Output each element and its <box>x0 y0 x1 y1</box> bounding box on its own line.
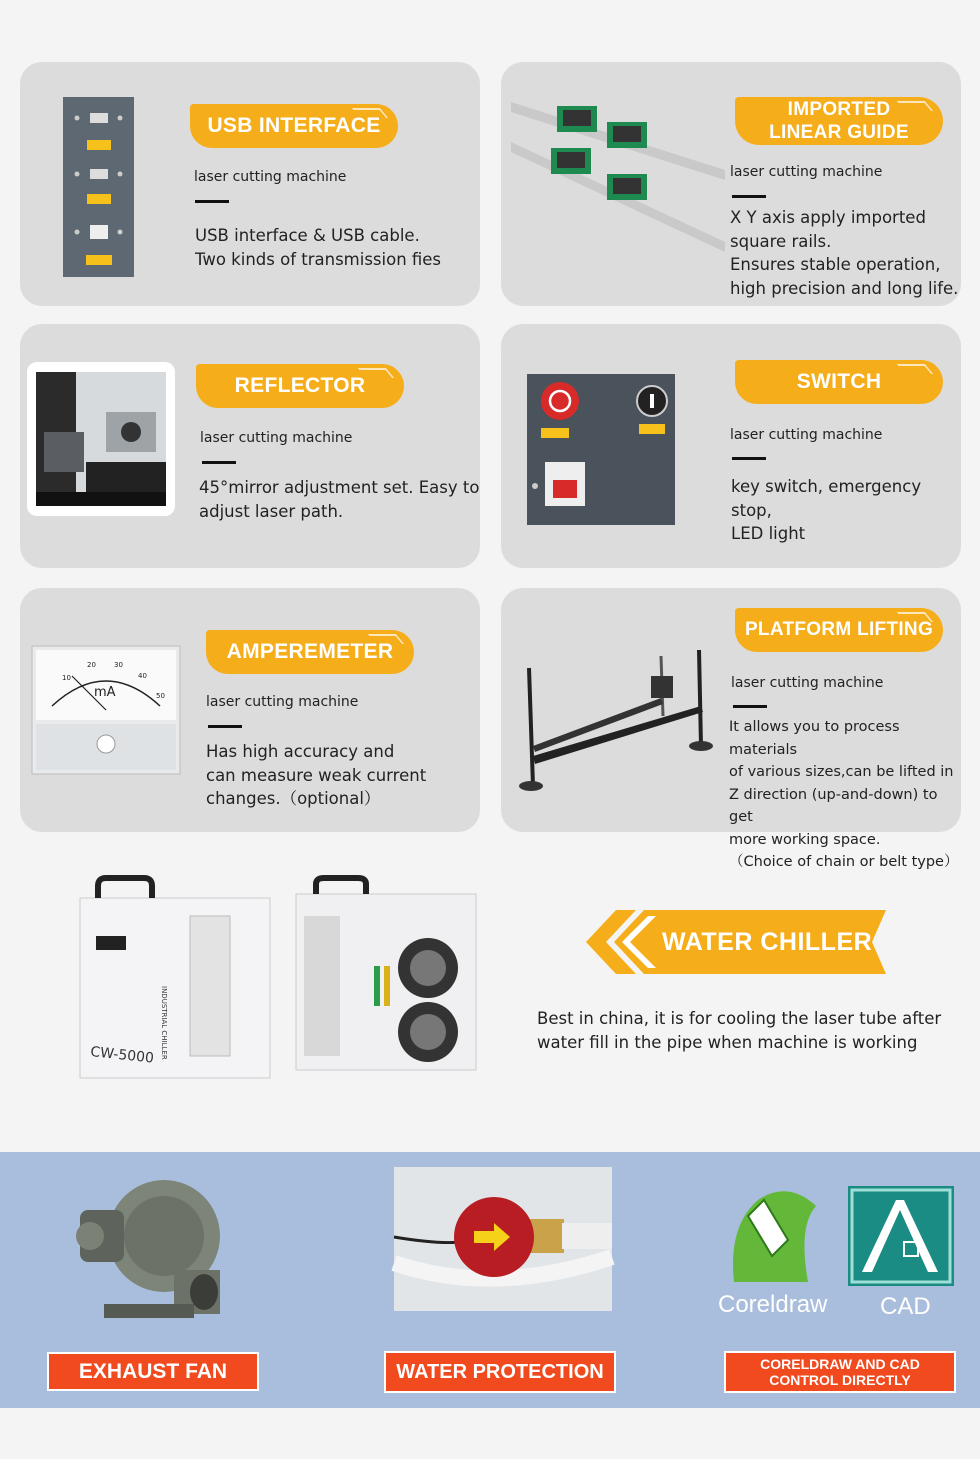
usb-panel-image <box>63 97 134 277</box>
ammeter-scale-label: 50 <box>156 692 165 700</box>
water-protection-image <box>394 1167 612 1311</box>
feature-title: USB INTERFACE <box>190 104 398 148</box>
exhaust-fan-image <box>74 1170 222 1320</box>
feature-card-linear-guide <box>501 62 961 306</box>
divider <box>732 195 766 198</box>
feature-card-platform-lifting <box>501 588 961 870</box>
feature-description: X Y axis apply imported square rails. Ensures stable operation, high precision and long life. <box>730 208 959 298</box>
feature-title: AMPEREMETER <box>206 630 414 674</box>
feature-subtitle: laser cutting machine <box>730 164 883 180</box>
ammeter-scale-label: 20 <box>87 661 96 669</box>
feature-description: Has high accuracy and can measure weak current changes.（optional） <box>206 742 427 808</box>
exhaust-fan-label: EXHAUST FAN <box>47 1352 259 1391</box>
feature-card-usb <box>20 62 480 306</box>
feature-description: USB interface & USB cable. Two kinds of transmission fies <box>195 226 442 269</box>
feature-title: IMPORTED LINEAR GUIDE <box>735 97 943 145</box>
divider <box>733 705 767 708</box>
water-chiller-image <box>78 876 482 1086</box>
chiller-description: Best in china, it is for cooling the laser tube after water fill in the pipe when machine is working <box>537 1009 942 1052</box>
reflector-image <box>36 372 166 506</box>
feature-card-reflector <box>20 324 480 568</box>
feature-card-amperemeter <box>20 588 480 832</box>
coreldraw-cad-label: CORELDRAW AND CAD CONTROL DIRECTLY <box>724 1351 956 1393</box>
coreldraw-label: Coreldraw <box>718 1291 828 1318</box>
feature-subtitle: laser cutting machine <box>731 675 884 691</box>
cad-label: CAD <box>880 1293 931 1320</box>
ammeter-image <box>32 646 180 774</box>
ammeter-scale-label: 10 <box>62 674 71 682</box>
divider <box>195 200 229 203</box>
feature-description: 45°mirror adjustment set. Easy to adjust laser path. <box>199 478 480 521</box>
chiller-side-text: INDUSTRIAL CHILLER <box>160 986 168 1060</box>
feature-card-switch <box>501 324 961 568</box>
divider <box>732 457 766 460</box>
ammeter-scale-label: 30 <box>114 661 123 669</box>
cad-logo-icon <box>848 1186 954 1286</box>
feature-title: SWITCH <box>735 360 943 404</box>
divider <box>202 461 236 464</box>
ammeter-unit: mA <box>94 685 116 700</box>
feature-subtitle: laser cutting machine <box>206 694 359 710</box>
platform-lifting-image <box>511 646 721 796</box>
chiller-title-banner <box>586 910 886 974</box>
feature-subtitle: laser cutting machine <box>194 169 347 185</box>
switch-panel-image <box>527 374 675 525</box>
feature-subtitle: laser cutting machine <box>200 430 353 446</box>
chiller-title: WATER CHILLER <box>662 928 873 956</box>
feature-subtitle: laser cutting machine <box>730 427 883 443</box>
feature-description: It allows you to process materials of various sizes,can be lifted in Z direction (up-and-down) to get more working space. （Choice of chain or belt type） <box>729 719 959 870</box>
chiller-model: CW-5000 <box>89 1044 155 1067</box>
feature-title: PLATFORM LIFTING <box>735 608 943 652</box>
ammeter-scale-label: 40 <box>138 672 147 680</box>
linear-guide-image <box>507 98 729 253</box>
feature-description: key switch, emergency stop, LED light <box>731 477 922 543</box>
divider <box>208 725 242 728</box>
feature-title: REFLECTOR <box>196 364 404 408</box>
coreldraw-logo-icon <box>728 1186 820 1282</box>
water-protection-label: WATER PROTECTION <box>384 1351 616 1393</box>
bottom-accessories-section <box>0 1152 980 1408</box>
